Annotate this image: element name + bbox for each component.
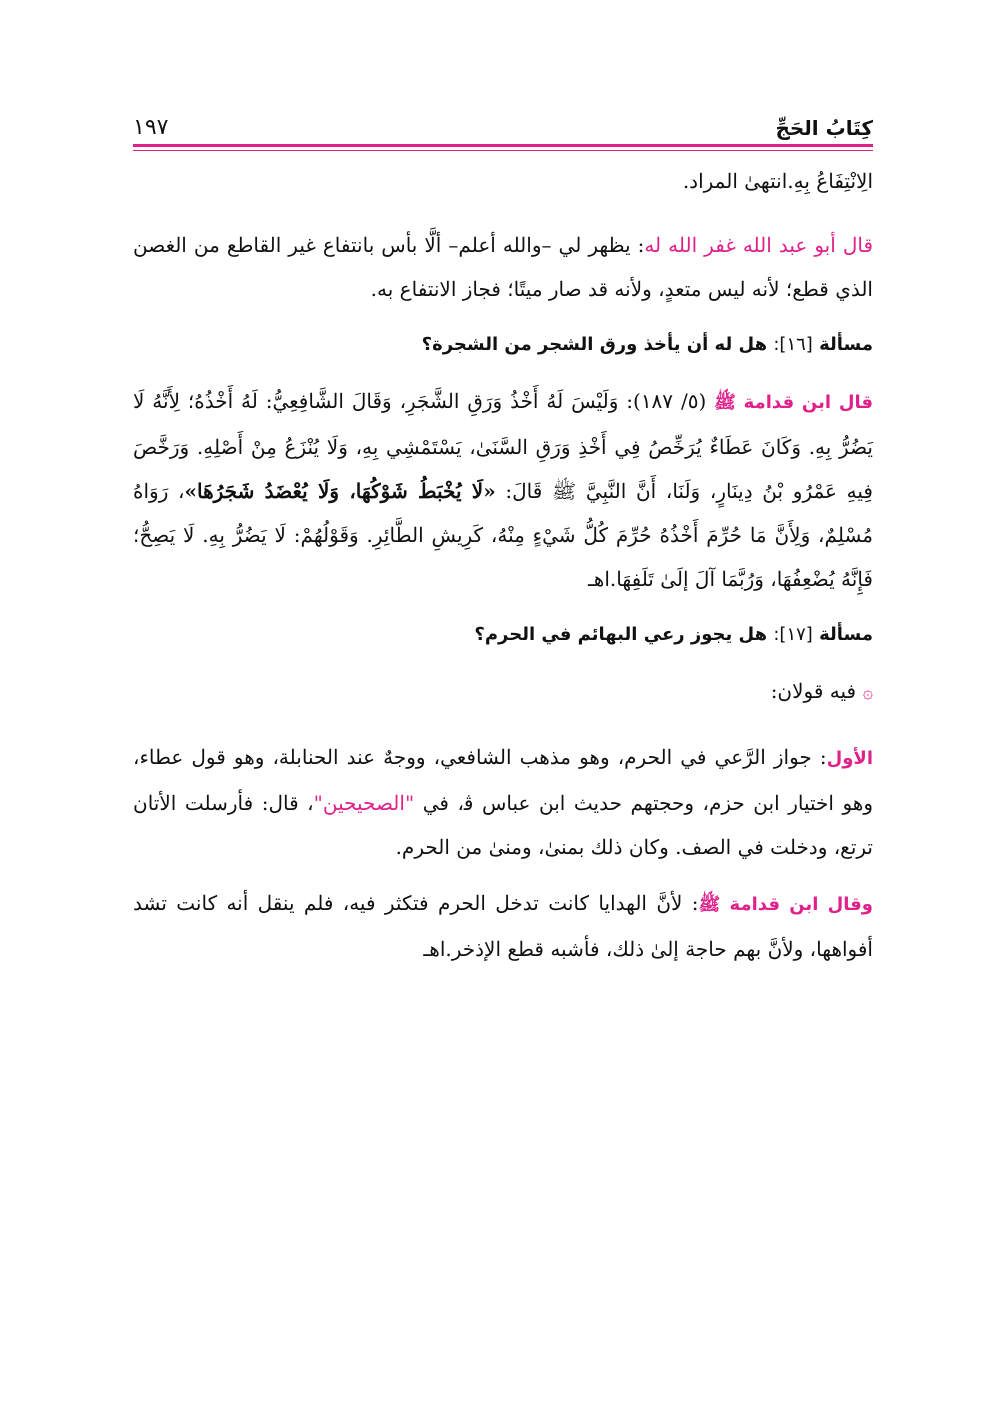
author-speaker: قال أبو عبد الله غفر الله له [644,233,874,257]
paragraph-1-text: الِانْتِفَاعُ بِهِ.انتهىٰ المراد. [682,169,873,193]
paragraph-3-text-b: ، رَوَاهُ مُسْلِمٌ، وَلِأَنَّ مَا حُرِّمَ أَخْذُهُ حُرِّمَ كُلُّ شَيْءٍ مِنْهُ، كَرِيشِ الطَّائِرِ. وَقَوْلُهُمْ: لَا يَضُرُّ بِهِ. لَا يَصِحُّ؛ فَإِنَّهُ يُضْعِفُهَا، وَرُبَّمَا آلَ إلَىٰ تَلَفِهَا.اهـ [133,479,873,591]
paragraph-5 [133,735,873,869]
page [133,108,873,971]
spacer [133,311,873,323]
paragraph-1 [133,159,873,203]
spacer [133,367,873,379]
paragraph-6-text: : لأنَّ الهدايا كانت تدخل الحرم فتكثر فيه، فلم ينقل أنه كانت تشد أفواهها، ولأنَّ بهم حاجة إلىٰ ذلك، فأشبه قطع الإذخر.اهـ [133,891,873,961]
book-title: كِتَابُ الحَجِّ [775,116,873,140]
paragraph-3-text-a: : وَلَيْسَ لَهُ أَخْذُ وَرَقِ الشَّجَرِ، وَقَالَ الشَّافِعِيُّ: لَهُ أَخْذُهُ؛ لِأَنَّهُ لَا يَضُرُّ بِهِ. وَكَانَ عَطَاءٌ يُرَخِّصُ فِي أَخْذِ وَرَقِ السَّنَىٰ، يَسْتَمْشِي بِهِ، وَلَا يُنْزَعُ مِنْ أَصْلِهِ. وَرَخَّصَ فِيهِ عَمْرُو بْنُ دِينَارٍ، وَلَنَا، أَنَّ النَّبِيَّ ﷺ قَالَ: [133,389,873,503]
ibn-qudama-speaker-2: وقال ابن قدامة ﷺ [698,894,873,915]
question-title: هل يجوز رعي البهائم في الحرم؟ [474,624,768,645]
paragraph-2 [133,223,873,311]
paragraph-3 [133,379,873,601]
header-rule-thin [133,150,873,151]
question-number: [١٧]: [773,624,813,645]
spacer [133,715,873,735]
question-number: [١٦]: [773,334,813,355]
question-label: مسألة [819,334,873,355]
spacer [133,601,873,613]
flower-bullet-icon: ۞ [862,682,873,703]
book-reference: "الصحيحين" [313,791,415,815]
paragraph-4 [133,669,873,715]
ibn-qudama-speaker: قال ابن قدامة ﷺ [714,392,873,413]
question-title: هل له أن يأخذ ورق الشجر من الشجرة؟ [421,334,768,355]
paragraph-5-text-b: ، قال: فأرسلت الأتان ترتع، ودخلت في الصف. وكان ذلك بمنىٰ، ومنىٰ من الحرم. [133,791,873,859]
first-opinion-lead: الأول [826,748,873,769]
spacer [133,657,873,669]
header-rule-thick [133,144,873,147]
body-text [133,159,873,971]
question-label: مسألة [819,624,873,645]
spacer [133,869,873,881]
paragraph-5-text-a: : جواز الرَّعي في الحرم، وهو مذهب الشافعي، ووجهٌ عند الحنابلة، وهو قول عطاء، وهو اختيار ابن حزم، وحجتهم حديث ابن عباس ﭬ، في [133,745,874,815]
question-16-heading [133,323,873,367]
page-number: ١٩٧ [133,115,169,140]
paragraph-4-text: فيه قولان: [770,679,857,703]
paragraph-2-text: : يظهر لي –والله أعلم– ألَّا بأس بانتفاع غير القاطع من الغصن الذي قطع؛ لأنه ليس متعدٍ، ولأنه قد صار ميتًا؛ فجاز الانتفاع به. [133,233,873,301]
paragraph-6 [133,881,873,971]
page-header [133,108,873,140]
question-17-heading [133,613,873,657]
reference: (٥/ ١٨٧) [633,389,707,413]
hadith-quote: «لَا يُخْبَطُ شَوْكُهَا، وَلَا يُعْضَدُ شَجَرُهَا» [184,479,496,503]
spacer [133,203,873,223]
